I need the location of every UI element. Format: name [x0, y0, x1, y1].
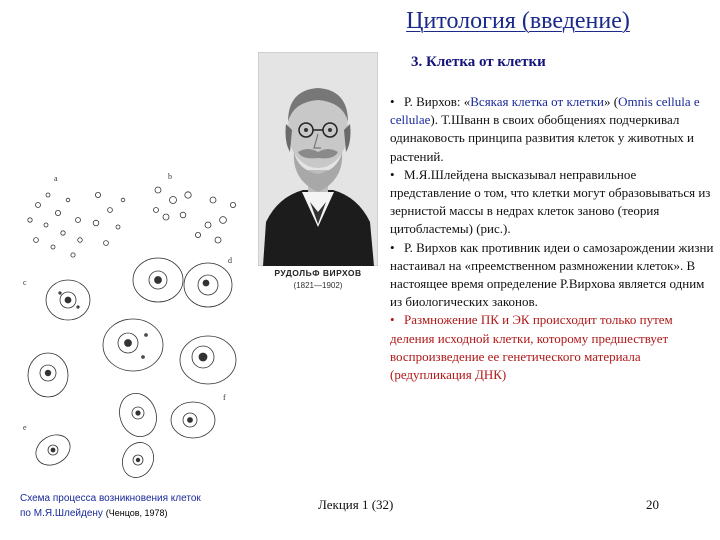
- figure-caption-ref: (Ченцов, 1978): [105, 508, 168, 518]
- figure-label: c: [23, 278, 27, 287]
- figure-label: e: [23, 423, 27, 432]
- paragraph-virchow-quote: [390, 93, 715, 166]
- bullet: •: [390, 94, 395, 109]
- text: ). Т.Шванн в своих обобщениях подчеркивал одинаковость принципа развития клеток у животных и растений.: [390, 112, 695, 164]
- virchow-portrait: [258, 52, 378, 266]
- bullet: •: [390, 239, 395, 255]
- figure-caption-line2: по М.Я.Шлейдену: [20, 508, 103, 519]
- slide-title: Цитология (введение): [406, 8, 630, 34]
- nuclei-cluster: [154, 187, 236, 243]
- figure-caption-line1: Схема процесса возникновения клеток: [20, 493, 201, 504]
- slide-subtitle: 3. Клетка от клетки: [411, 54, 546, 70]
- paragraph-schleiden: [390, 166, 715, 239]
- page-number: 20: [646, 497, 659, 512]
- figure-label: a: [54, 174, 58, 183]
- mature-cells: [30, 388, 215, 482]
- text: Размножение ПК и ЭК происходит только путем деления исходной клетки, которому предшествует воспроизведение ее генетического материала (редупликация ДНК): [390, 312, 673, 383]
- text: М.Я.Шлейдена высказывал неправильное представление о том, что клетки могут образовываться из зернистой массы в недрах клеток заново (теория цитобластемы) (рис.).: [390, 166, 711, 237]
- granule-cluster: [28, 192, 125, 257]
- figure-caption: [20, 492, 260, 521]
- forming-cells: [28, 258, 236, 397]
- footer-lecture: Лекция 1 (32): [318, 497, 394, 512]
- highlight-latin: Omnis cellula e cellulae: [390, 94, 700, 128]
- portrait-caption-name: РУДОЛЬФ ВИРХОВ: [274, 268, 362, 278]
- figure-label: d: [228, 256, 232, 265]
- paragraph-reproduction: [390, 311, 715, 384]
- text: » (: [603, 94, 619, 109]
- text: Р. Вирхов: «: [404, 94, 471, 109]
- schleiden-cell-diagram: [18, 165, 248, 485]
- paragraph-virchow-law: [390, 239, 715, 312]
- highlight-quote: Всякая клетка от клетки: [470, 94, 604, 109]
- bullet: •: [390, 312, 395, 328]
- portrait-caption-years: (1821—1902): [293, 281, 343, 290]
- bullet: •: [390, 166, 395, 182]
- figure-label: f: [223, 393, 226, 402]
- text: Р. Вирхов как противник идеи о самозарождении жизни настаивал на «преемственном размножении клеток». В настоящее время определение Р.Вирхова является одним из биологических законов.: [390, 239, 714, 310]
- slide-body: [390, 93, 715, 384]
- figure-label: b: [168, 172, 172, 181]
